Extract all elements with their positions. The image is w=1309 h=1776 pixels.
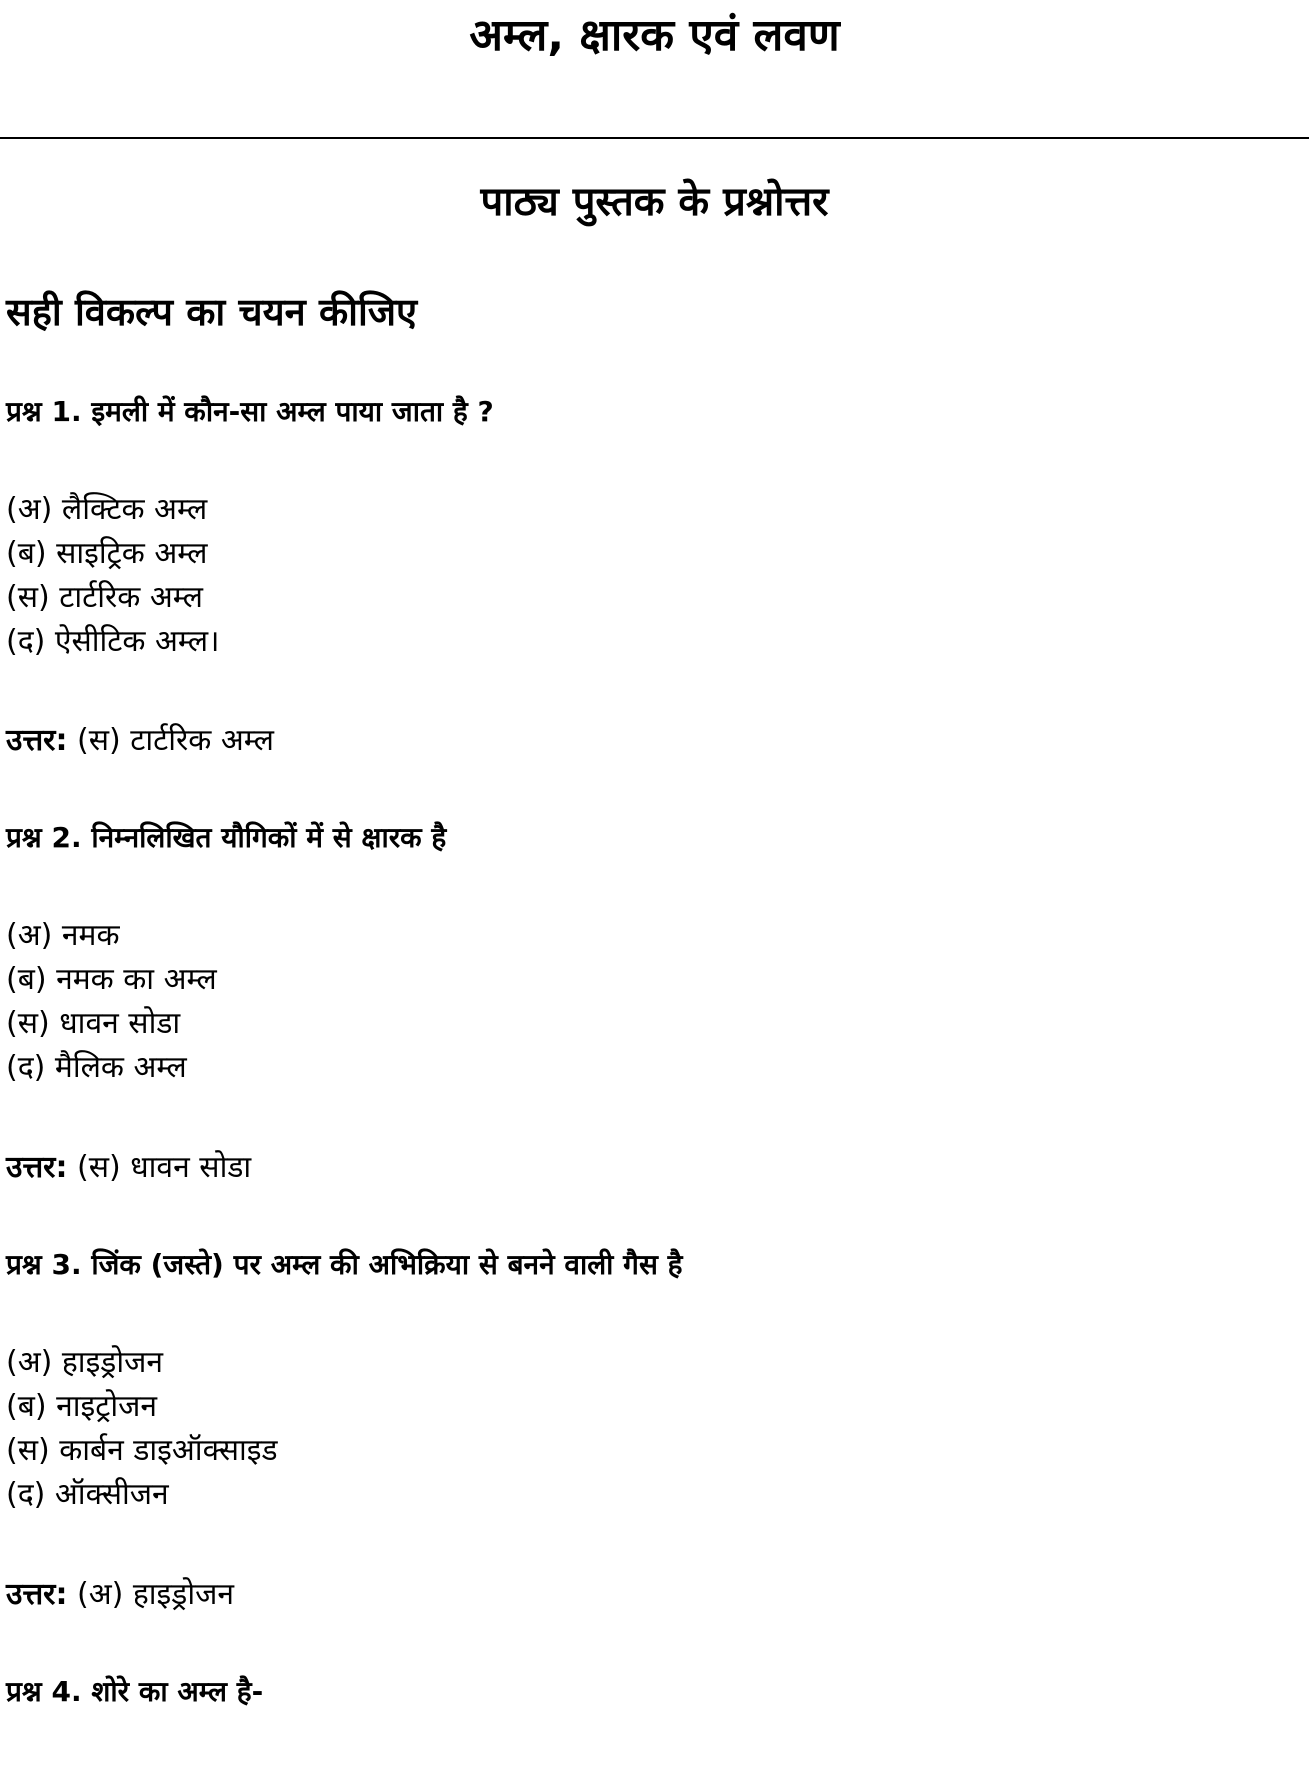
section-heading: सही विकल्प का चयन कीजिए (6, 290, 418, 334)
answer-label: उत्तर: (6, 723, 68, 758)
option: (द) मैलिक अम्ल (6, 1050, 187, 1085)
option: (स) टार्टरिक अम्ल (6, 580, 204, 615)
option: (स) धावन सोडा (6, 1006, 181, 1041)
question-3-answer (6, 1573, 234, 1617)
question-1-answer (6, 719, 274, 763)
question-2-answer (6, 1146, 251, 1190)
question-1: प्रश्न 1. इमली में कौन-सा अम्ल पाया जाता है ? (6, 395, 494, 428)
question-2: प्रश्न 2. निम्नलिखित यौगिकों में से क्षारक है (6, 821, 447, 854)
option: (द) ऑक्सीजन (6, 1477, 169, 1512)
option: (स) कार्बन डाइऑक्साइड (6, 1433, 278, 1468)
question-3-options (6, 1341, 278, 1517)
answer-text: (अ) हाइड्रोजन (76, 1577, 235, 1612)
answer-label: उत्तर: (6, 1150, 68, 1185)
answer-label: उत्तर: (6, 1577, 68, 1612)
option: (ब) नाइट्रोजन (6, 1389, 158, 1424)
answer-text: (स) टार्टरिक अम्ल (76, 723, 274, 758)
option: (अ) लैक्टिक अम्ल (6, 492, 208, 527)
question-3: प्रश्न 3. जिंक (जस्ते) पर अम्ल की अभिक्रिया से बनने वाली गैस है (6, 1248, 683, 1281)
document-subtitle: पाठ्य पुस्तक के प्रश्नोत्तर (480, 179, 829, 225)
question-4: प्रश्न 4. शोरे का अम्ल है- (6, 1675, 264, 1708)
option: (अ) हाइड्रोजन (6, 1345, 164, 1380)
title-divider (0, 137, 1309, 139)
option: (अ) नमक (6, 918, 120, 953)
option: (ब) नमक का अम्ल (6, 962, 217, 997)
document-title: अम्ल, क्षारक एवं लवण (469, 10, 840, 61)
option: (द) ऐसीटिक अम्ल। (6, 624, 220, 659)
option: (ब) साइट्रिक अम्ल (6, 536, 208, 571)
answer-text: (स) धावन सोडा (76, 1150, 252, 1185)
question-1-options (6, 488, 220, 664)
question-2-options (6, 914, 217, 1090)
